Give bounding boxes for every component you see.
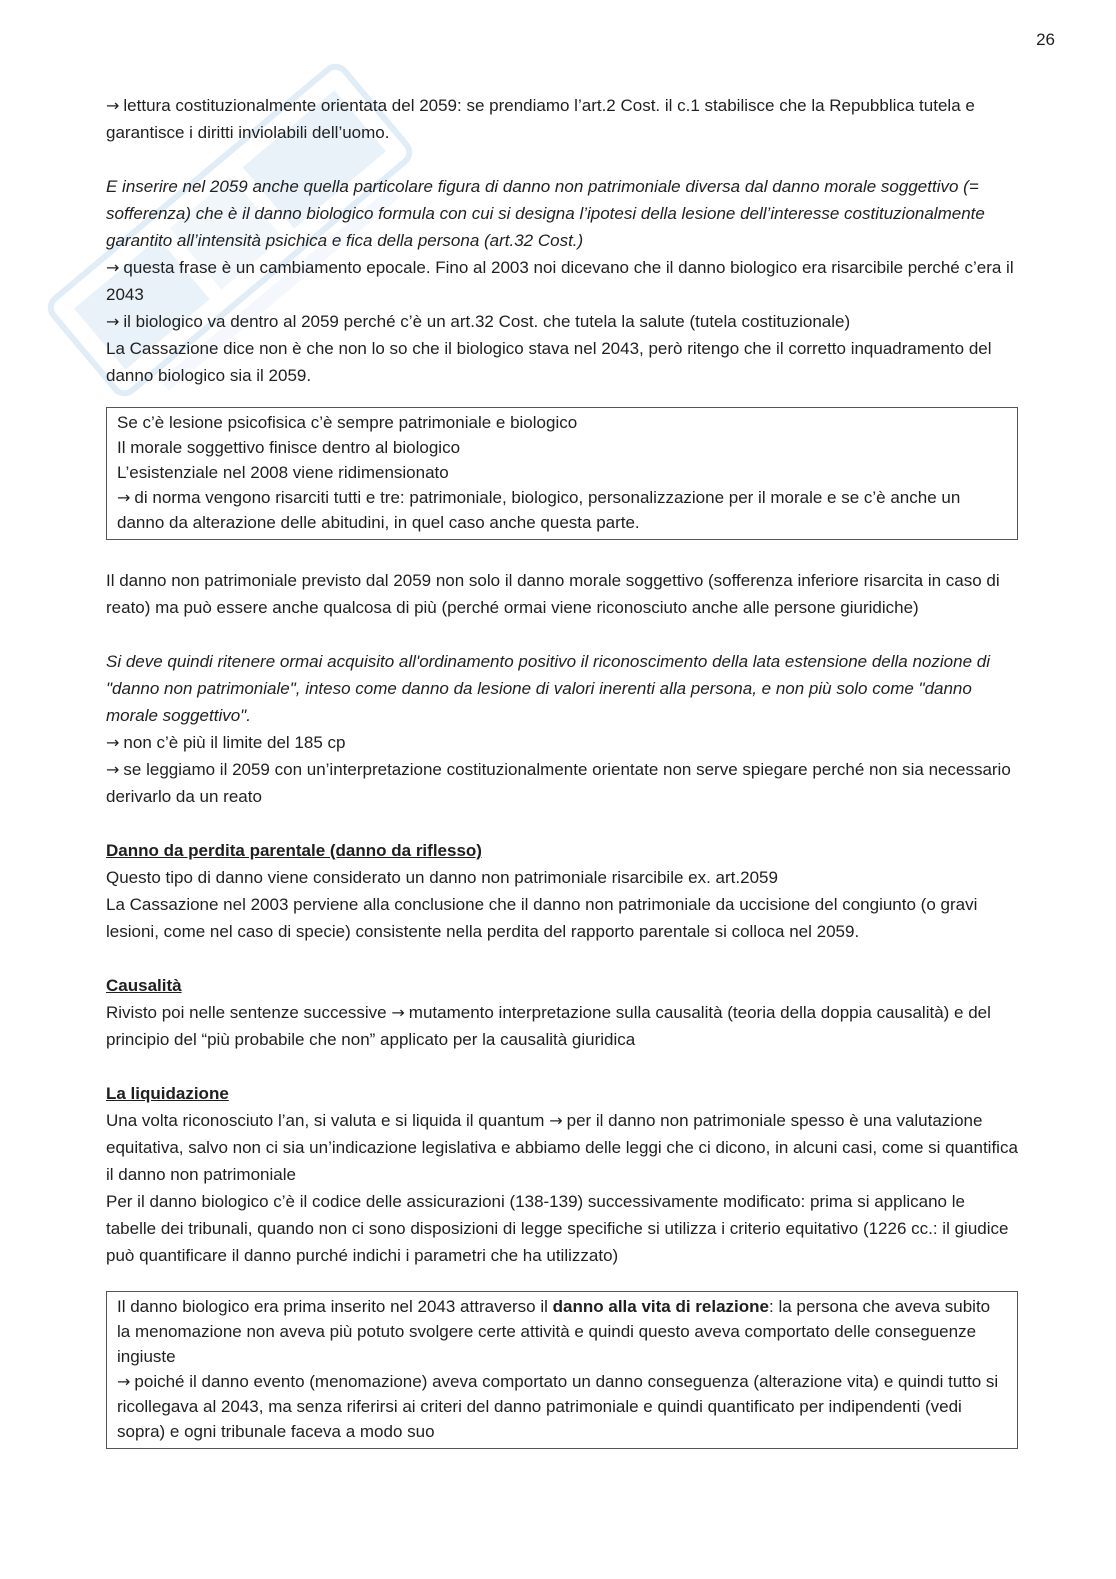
paragraph-text: Questo tipo di danno viene considerato un danno non patrimoniale risarcibile ex. art.2059 bbox=[106, 868, 778, 887]
paragraph-text: mutamento interpretazione sulla causalità (teoria della doppia causalità) e del principio del “più probabile che non” applicato per la causalità giuridica bbox=[106, 1003, 991, 1049]
paragraph-text: Rivisto poi nelle sentenze successive bbox=[106, 1003, 387, 1022]
arrow-icon: → bbox=[106, 258, 120, 277]
summary-box-2 bbox=[106, 1291, 1018, 1449]
paragraph-text: il biologico va dentro al 2059 perché c’è un art.32 Cost. che tutela la salute (tutela costituzionale) bbox=[123, 312, 851, 331]
paragraph-text: non c’è più il limite del 185 cp bbox=[123, 733, 346, 752]
box-line: di norma vengono risarciti tutti e tre: patrimoniale, biologico, personalizzazione per il morale e se c’è anche un danno da alterazione delle abitudini, in quel caso anche questa parte. bbox=[117, 488, 961, 532]
box-arrow-line bbox=[117, 1369, 1007, 1444]
paragraph-text: se leggiamo il 2059 con un’interpretazione costituzionalmente orientate non serve spiegare perché non sia necessario derivarlo da un reato bbox=[106, 760, 1011, 806]
paragraph-text: La Cassazione dice non è che non lo so che il biologico stava nel 2043, però ritengo che il corretto inquadramento del danno biologico sia il 2059. bbox=[106, 339, 992, 385]
arrow-icon: → bbox=[106, 733, 120, 752]
italic-quote: E inserire nel 2059 anche quella particolare figura di danno non patrimoniale diversa dal danno morale soggettivo (= sofferenza) che è il danno biologico formula con cui si designa l’ipotesi della lesione dell’interesse costituzionalmente garantito all’intensità psichica e fica della persona (art.32 Cost.) bbox=[106, 177, 985, 250]
box-line: Il morale soggettivo finisce dentro al biologico bbox=[117, 438, 461, 457]
paragraph-arrow-line bbox=[106, 756, 1018, 810]
paragraph-arrow-line bbox=[106, 254, 1018, 308]
box-line bbox=[117, 1294, 1007, 1369]
paragraph-text: lettura costituzionalmente orientata del 2059: se prendiamo l’art.2 Cost. il c.1 stabilisce che la Repubblica tutela e garantisce i diritti inviolabili dell’uomo. bbox=[106, 96, 975, 142]
box-text: Il danno biologico era prima inserito nel 2043 attraverso il bbox=[117, 1297, 548, 1316]
paragraph-arrow-line bbox=[106, 308, 1018, 335]
page-number: 26 bbox=[1036, 30, 1055, 49]
paragraph-text: questa frase è un cambiamento epocale. Fino al 2003 noi dicevano che il danno biologico era risarcibile perché c’era il 2043 bbox=[106, 258, 1014, 304]
section-heading: Causalità bbox=[106, 976, 182, 995]
paragraph-text: Il danno non patrimoniale previsto dal 2059 non solo il danno morale soggettivo (sofferenza inferiore risarcita in caso di reato) ma può essere anche qualcosa di più (perché ormai viene riconosciuto anche alle persone giuridiche) bbox=[106, 571, 1000, 617]
arrow-icon: → bbox=[549, 1111, 563, 1130]
arrow-icon: → bbox=[391, 1003, 405, 1022]
paragraph-1 bbox=[106, 92, 1018, 146]
box-text: poiché il danno evento (menomazione) aveva comportato un danno conseguenza (alterazione vita) e quindi tutto si ricollegava al 2043, ma senza riferirsi ai criteri del danno patrimoniale e quindi quantificato per indipendenti (vedi sopra) e ogni tribunale faceva a modo suo bbox=[117, 1372, 999, 1441]
box-bold-text: danno alla vita di relazione bbox=[552, 1297, 769, 1316]
paragraph-text: Una volta riconosciuto l’an, si valuta e si liquida il quantum bbox=[106, 1111, 545, 1130]
paragraph-arrow-line bbox=[106, 1107, 1018, 1188]
page-content bbox=[106, 92, 1018, 1449]
summary-box-1 bbox=[106, 407, 1018, 540]
arrow-icon: → bbox=[106, 760, 120, 779]
paragraph-text: Per il danno biologico c’è il codice delle assicurazioni (138-139) successivamente modificato: prima si applicano le tabelle dei tribunali, quando non ci sono disposizioni di legge specifiche si utilizza i criterio equitativo (1226 cc.: il giudice può quantificare il danno purché indichi i parametri che ha utilizzato) bbox=[106, 1192, 1009, 1265]
italic-quote: Si deve quindi ritenere ormai acquisito all'ordinamento positivo il riconoscimento della lata estensione della nozione di "danno non patrimoniale", inteso come danno da lesione di valori inerenti alla persona, e non più solo come "danno morale soggettivo". bbox=[106, 652, 990, 725]
paragraph-arrow-line bbox=[106, 999, 1018, 1053]
paragraph-text: La Cassazione nel 2003 perviene alla conclusione che il danno non patrimoniale da uccisione del congiunto (o gravi lesioni, come nel caso di specie) consistente nella perdita del rapporto parentale si colloca nel 2059. bbox=[106, 895, 978, 941]
arrow-icon: → bbox=[117, 488, 131, 507]
section-heading: Danno da perdita parentale (danno da riflesso) bbox=[106, 841, 482, 860]
box-text: : la persona che aveva subito la menomazione non aveva più potuto svolgere certe attività e quindi questo aveva comportato delle conseguenze ingiuste bbox=[117, 1297, 991, 1366]
paragraph-arrow-line bbox=[106, 729, 1018, 756]
paragraph-text: per il danno non patrimoniale spesso è una valutazione equitativa, salvo non ci sia un’indicazione legislativa e abbiamo delle leggi che ci dicono, in alcuni casi, come si quantifica il danno non patrimoniale bbox=[106, 1111, 1018, 1184]
box-arrow-line bbox=[117, 485, 1007, 535]
arrow-icon: → bbox=[117, 1372, 131, 1391]
box-line: Se c’è lesione psicofisica c’è sempre patrimoniale e biologico bbox=[117, 413, 578, 432]
box-line: L’esistenziale nel 2008 viene ridimensionato bbox=[117, 463, 449, 482]
arrow-icon: → bbox=[106, 96, 120, 115]
section-heading: La liquidazione bbox=[106, 1084, 229, 1103]
arrow-icon: → bbox=[106, 312, 120, 331]
